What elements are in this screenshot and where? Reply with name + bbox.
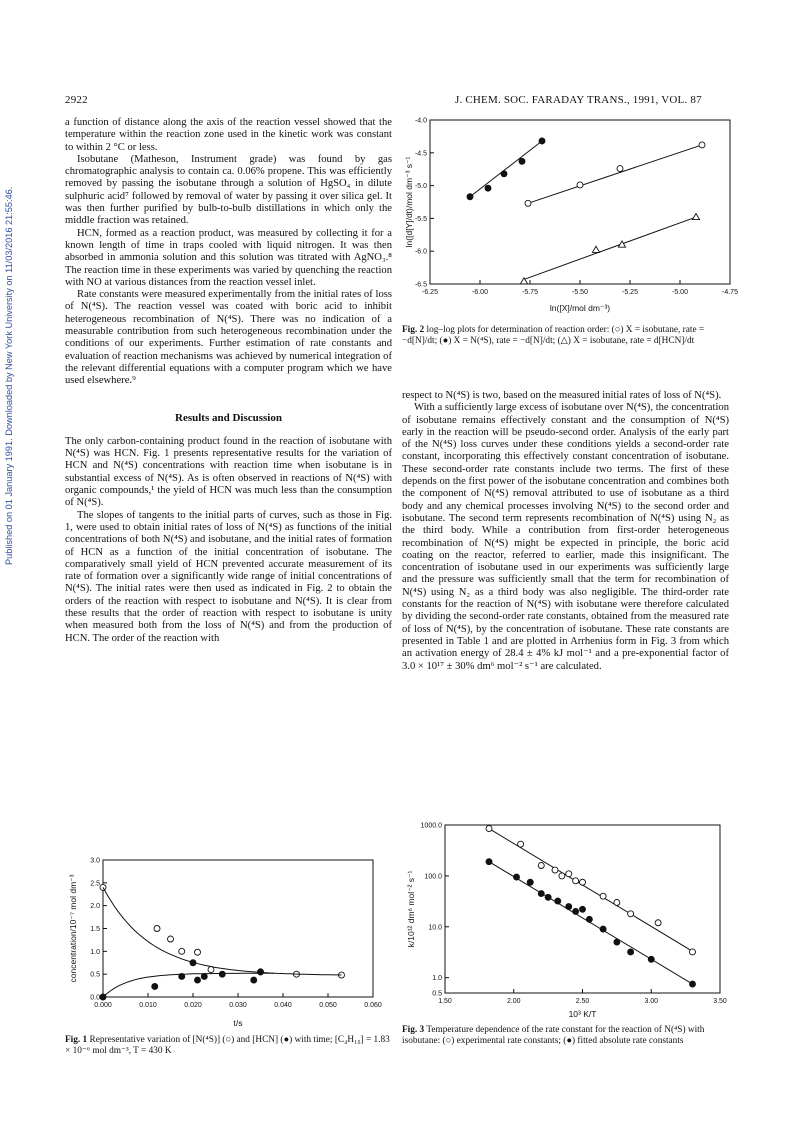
section-title: Results and Discussion [175, 411, 282, 424]
triangle-marker [592, 246, 599, 252]
filled-circle-marker [485, 185, 491, 191]
paragraph: respect to N(⁴S) is two, based on the measured initial rates of loss of N(⁴S). [402, 390, 722, 401]
open-circle-marker [168, 936, 174, 942]
filled-circle-marker [628, 949, 634, 955]
open-circle-marker [195, 949, 201, 955]
x-axis-label: t/s [233, 1018, 243, 1028]
y-tick-label: 1.0 [432, 975, 442, 983]
y-tick-label: -6.0 [414, 248, 427, 256]
open-circle-marker [600, 893, 606, 899]
open-circle-marker [525, 200, 531, 206]
open-circle-marker [486, 826, 492, 832]
fig1-caption [65, 1035, 392, 1057]
filled-circle-marker [614, 939, 620, 945]
x-tick-label: -5.25 [622, 289, 638, 296]
x-tick-label: 0.020 [184, 1002, 202, 1009]
paragraph: Rate constants were measured experimentally from the initial rates of loss of N(⁴S). The reaction vessel was coated with boric acid to inhibit heterogeneous recombination of N(⁴S). There was no indication of a measurable contribution from such heterogeneous recombination under the conditions of our experiments. Further estimation of rate constants and evaluation of reaction mechanisms was achieved by numerical integration of the relevant differential equations with a computer program which we have used elsewhere.⁹ [65, 289, 392, 387]
x-tick-label: -5.00 [672, 289, 688, 296]
x-tick-label: 0.050 [319, 1002, 337, 1009]
open-circle-marker [690, 949, 696, 955]
y-tick-label: 0.5 [90, 971, 100, 979]
y-tick-label: 0.5 [432, 990, 442, 998]
filled-circle-marker [486, 859, 492, 865]
left-column [65, 117, 392, 645]
filled-circle-marker [545, 894, 551, 900]
fig2-caption [402, 325, 729, 347]
filled-circle-marker [690, 981, 696, 987]
x-tick-label: -6.00 [472, 289, 488, 296]
x-tick-label: 0.040 [274, 1002, 292, 1009]
open-circle-marker [566, 871, 572, 877]
y-tick-label: 3.0 [90, 857, 100, 865]
x-tick-label: 0.010 [139, 1002, 157, 1009]
open-circle-marker [580, 879, 586, 885]
filled-circle-marker [573, 908, 579, 914]
y-tick-label: 2.0 [90, 903, 100, 911]
open-circle-marker [552, 867, 558, 873]
journal-header: J. CHEM. SOC. FARADAY TRANS., 1991, VOL. 87 [455, 94, 702, 106]
filled-circle-marker [600, 926, 606, 932]
y-tick-label: -4.0 [414, 117, 427, 125]
filled-circle-marker [251, 977, 257, 983]
fig1-chart [65, 852, 390, 1032]
fig2-chart [400, 112, 745, 317]
fig1-label: Fig. 1 [65, 1035, 88, 1045]
filled-circle-marker [555, 898, 561, 904]
paragraph: The only carbon-containing product found in the reaction of isobutane with N(⁴S) was HCN. Fig. 1 presents representative results for the variation of HCN and N(⁴S) concentrations with reaction time when isobutane is in substantial excess of N(⁴S). As is often observed in reactions of N(⁴S) with organic compounds,¹ the yield of HCN was much less than the consumption of N(⁴S). [65, 435, 392, 509]
x-tick-label: 2.50 [575, 998, 590, 1005]
fig1-caption-text: Representative variation of [N(⁴S)] (○) and [HCN] (●) with time; [C₄H₁₀] = 1.83 × 10⁻⁶ mol dm⁻³, T = 430 K [65, 1035, 390, 1056]
y-tick-label: -5.0 [414, 183, 427, 191]
y-tick-label: -4.5 [414, 150, 427, 158]
filled-circle-marker [514, 874, 520, 880]
x-tick-label: 2.00 [506, 998, 521, 1005]
y-axis-label: ln([d[Y]/dt)/mol dm⁻³ s⁻¹ [404, 156, 414, 248]
open-circle-marker [699, 142, 705, 148]
paragraph: HCN, formed as a reaction product, was measured by collecting it for a known length of time in traps cooled with liquid nitrogen. It was then absorbed in ammonia solution and this solution was titrated with AgNO₃.⁸ The reaction time in these experiments was varied by quenching the reaction with NO at various distances from the reaction vessel inlet. [65, 227, 392, 288]
fig2-caption-text: log–log plots for determination of reaction order: (○) X = isobutane, rate = −d[N]/dt; (●) X = N(⁴S), rate = −d[N]/dt; (△) X = isobutane, rate = d[HCN]/dt [402, 325, 705, 346]
page-number: 2922 [65, 94, 88, 106]
open-circle-marker [208, 967, 214, 973]
open-circle-marker [577, 182, 583, 188]
paragraph: a function of distance along the axis of the reaction vessel showed that the temperature within the reaction zone used in the kinetic work was constant to within 2 °C or less. [65, 117, 392, 153]
y-tick-label: 0.0 [90, 994, 100, 1002]
y-tick-label: 1000.0 [420, 822, 442, 830]
filled-circle-marker [201, 973, 207, 979]
y-axis-label: concentration/10⁻⁷ mol dm⁻³ [68, 874, 78, 983]
open-circle-marker [573, 878, 579, 884]
x-tick-label: -5.75 [522, 289, 538, 296]
x-tick-label: 0.060 [364, 1002, 382, 1009]
filled-circle-marker [501, 171, 507, 177]
fig3-caption-text: Temperature dependence of the rate constant for the reaction of N(⁴S) with isobutane: (○) experimental rate constants; (●) fitted absolute rate constants [402, 1025, 705, 1046]
x-tick-label: 1.50 [438, 998, 452, 1005]
y-tick-label: 1.5 [90, 926, 100, 933]
filled-circle-marker [580, 906, 586, 912]
x-tick-label: 3.50 [713, 998, 727, 1005]
fit-line [489, 862, 693, 984]
filled-circle-marker [586, 916, 592, 922]
open-circle-marker [179, 948, 185, 954]
filled-circle-marker [219, 971, 225, 977]
download-notice: Published on 01 January 1991. Downloaded by New York University on 11/03/2016 21:55:46. [4, 186, 14, 565]
fig3-caption [402, 1025, 729, 1047]
x-axis-label: ln([X]/mol dm⁻³) [549, 303, 611, 313]
x-tick-label: 0.030 [229, 1002, 247, 1009]
open-circle-marker [518, 841, 524, 847]
filled-circle-marker [519, 158, 525, 164]
n4s-decay-curve [103, 887, 342, 975]
x-axis-label: 10³ K/T [568, 1009, 597, 1019]
triangle-marker [618, 241, 625, 247]
x-tick-label: -6.25 [422, 289, 438, 296]
filled-circle-marker [195, 977, 201, 983]
y-tick-label: 1.0 [90, 948, 100, 956]
fig2-label: Fig. 2 [402, 325, 425, 335]
paragraph: With a sufficiently large excess of isobutane over N(⁴S), the concentration of isobutane remains effectively constant and the consumption of N(⁴S) early in the reaction will be pseudo-second order. Analysis of the early part of the N(⁴S) loss curves under these conditions yields a second-order rate constant, incorporating this effectively constant concentration of isobutane. These second-order rate constants include two terms. The first of these depends on the first power of the isobutane concentration and combines both the component of N(⁴S) removal attributed to use of isobutane as a third body and any chemical processes involving N(⁴S) to the second order and isobutane. The second term represents recombination of N(⁴S) using N₂ as the third body. While a contribution from first-order heterogeneous recombination of N(⁴S) might be expected in principle, the boric acid coating on the reactor, referred to earlier, made this insignificant. The concentration of isobutane used in our experiments was sufficiently large and the pressure was sufficiently small that the term for recombination of N(⁴S) using N₂ as a third body was also negligible. The third-order rate constants for the reaction of N(⁴S) with isobutane were therefore calculated by dividing the second-order rate constants, obtained from the measured rate of loss of N(⁴S), by the concentration of isobutane. These rate constants are presented in Table 1 and are plotted in Arrhenius form in Fig. 3 from which an activation energy of 28.4 ± 4% kJ mol⁻¹ and a pre-exponential factor of 3.0 × 10¹⁷ ± 30% dm⁶ mol⁻² s⁻¹ are calculated. [402, 402, 729, 672]
paragraph: Isobutane (Matheson, Instrument grade) was found by gas chromatographic analysis to contain ca. 0.06% propene. This was efficiently removed by passing the isobutane through a solution of HgSO₄ in dilute sulphuric acid⁷ followed by removal of water by passing it over silica gel. It was then further purified by bulb-to-bulb distillations in which only the middle fraction was retained. [65, 153, 392, 227]
open-circle-marker [655, 920, 661, 926]
open-circle-marker [559, 873, 565, 879]
filled-circle-marker [538, 891, 544, 897]
fig3-label: Fig. 3 [402, 1025, 425, 1035]
y-tick-label: -5.5 [414, 215, 427, 223]
triangle-marker [692, 213, 699, 219]
paragraph: The slopes of tangents to the initial parts of curves, such as those in Fig. 1, were used to obtain initial rates of loss of N(⁴S) as functions of the initial concentrations of both N(⁴S) and isobutane, and the initial rates of formation of HCN as a function of the initial concentration of isobutane. The comparatively small yield of HCN prevented accurate measurement of its rate of formation over a significantly wide range of initial concentrations of N(⁴S). The initial rates were then used as indicated in Fig. 2 to obtain the orders of the reaction with respect to isobutane and N(⁴S). It is clear from these results that the order of reaction with respect to isobutane is unity when measured both from the loss of N(⁴S) and from the production of HCN. The order of the reaction with [65, 509, 392, 644]
plot-frame [103, 860, 373, 997]
x-tick-label: -4.75 [722, 289, 738, 296]
x-tick-label: 0.000 [94, 1002, 112, 1009]
x-tick-label: -5.50 [572, 289, 588, 296]
fig3-chart [400, 815, 735, 1025]
fit-line [470, 141, 542, 197]
open-circle-marker [614, 900, 620, 906]
filled-circle-marker [539, 138, 545, 144]
y-tick-label: 2.5 [90, 880, 100, 888]
filled-circle-marker [648, 956, 654, 962]
hcn-growth-curve [103, 973, 274, 997]
y-tick-label: 10.0 [428, 924, 442, 932]
fit-line [524, 217, 696, 279]
y-tick-label: -6.5 [414, 281, 427, 289]
fit-line [528, 145, 702, 203]
filled-circle-marker [467, 194, 473, 200]
open-circle-marker [154, 926, 160, 932]
y-axis-label: k/10¹² dm⁶ mol⁻² s⁻¹ [406, 870, 416, 948]
y-tick-label: 100.0 [424, 873, 442, 881]
filled-circle-marker [527, 879, 533, 885]
open-circle-marker [538, 863, 544, 869]
right-column [402, 390, 729, 673]
filled-circle-marker [566, 904, 572, 910]
open-circle-marker [617, 166, 623, 172]
filled-circle-marker [152, 983, 158, 989]
x-tick-label: 3.00 [644, 998, 659, 1005]
open-circle-marker [628, 911, 634, 917]
